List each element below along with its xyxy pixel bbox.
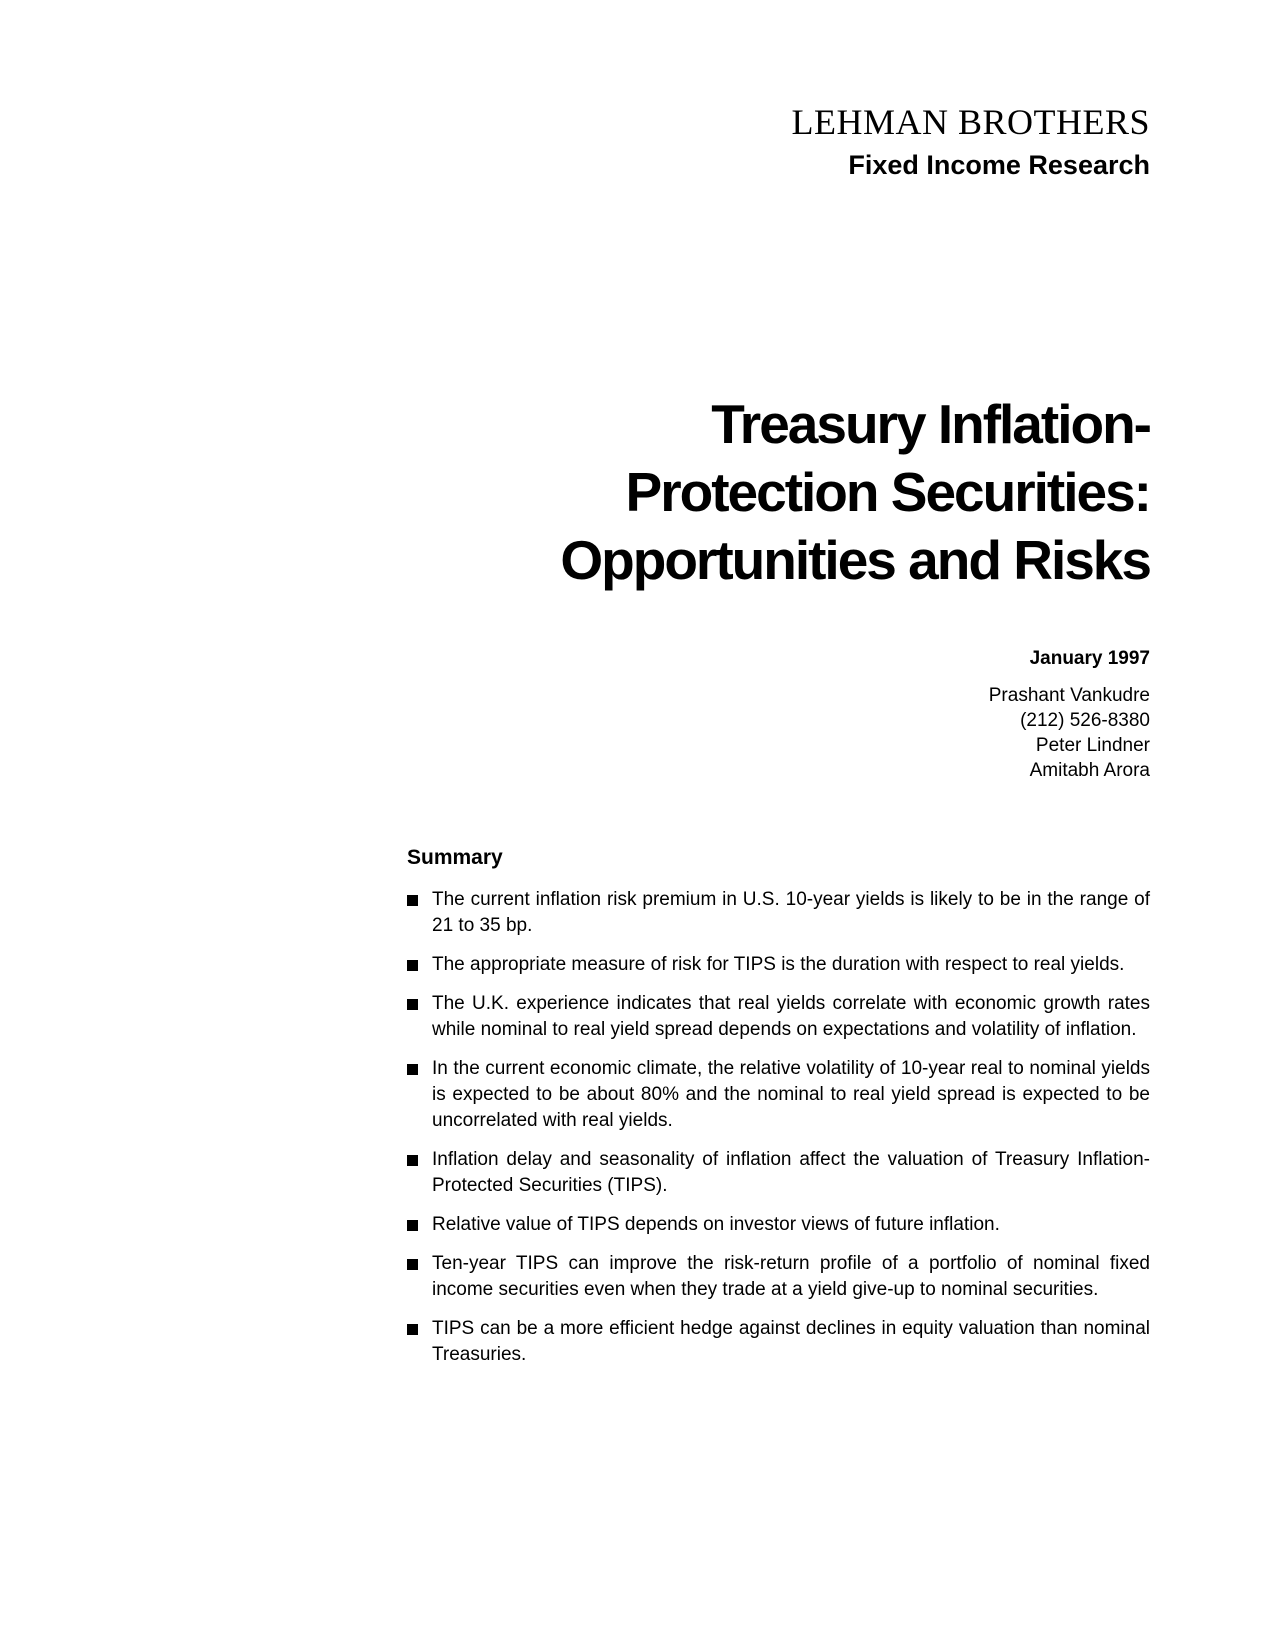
author-name: Prashant Vankudre bbox=[988, 685, 1150, 706]
summary-item-text: In the current economic climate, the relative volatility of 10-year real to nominal yields is expected to be about 80% and the nominal to real yield spread is expected to be uncorrelated with real yields. bbox=[432, 1058, 1150, 1131]
summary-item-text: The current inflation risk premium in U.S. 10-year yields is likely to be in the range of 21 to 35 bp. bbox=[432, 889, 1150, 936]
bullet-square-icon bbox=[407, 1155, 418, 1166]
summary-item-text: Ten-year TIPS can improve the risk-return profile of a portfolio of nominal fixed income securities even when they trade at a yield give-up to nominal securities. bbox=[432, 1253, 1150, 1300]
division-name: Fixed Income Research bbox=[848, 150, 1150, 180]
author-list bbox=[989, 683, 1150, 783]
summary-item-text: TIPS can be a more efficient hedge against declines in equity valuation than nominal Treasuries. bbox=[432, 1318, 1150, 1365]
firm-name: LEHMAN BROTHERS bbox=[791, 102, 1150, 142]
summary-item bbox=[407, 1056, 1150, 1134]
summary-item bbox=[407, 1251, 1150, 1303]
bullet-square-icon bbox=[407, 999, 418, 1010]
publication-date: January 1997 bbox=[1029, 648, 1150, 669]
summary-item bbox=[407, 1316, 1150, 1368]
summary-list bbox=[407, 887, 1150, 1381]
summary-item bbox=[407, 952, 1150, 978]
summary-item bbox=[407, 1212, 1150, 1238]
bullet-square-icon bbox=[407, 895, 418, 906]
title-line: Opportunities and Risks bbox=[560, 529, 1150, 591]
summary-item bbox=[407, 1147, 1150, 1199]
summary-item bbox=[407, 887, 1150, 939]
bullet-square-icon bbox=[407, 1064, 418, 1075]
summary-item-text: Inflation delay and seasonality of inflation affect the valuation of Treasury Inflation-Protected Securities (TIPS). bbox=[432, 1149, 1150, 1196]
summary-heading: Summary bbox=[407, 846, 503, 869]
bullet-square-icon bbox=[407, 960, 418, 971]
author-name: Amitabh Arora bbox=[1029, 760, 1150, 781]
summary-item-text: Relative value of TIPS depends on investor views of future inflation. bbox=[432, 1214, 1000, 1235]
author-name: Peter Lindner bbox=[1035, 735, 1150, 756]
bullet-square-icon bbox=[407, 1259, 418, 1270]
summary-item-text: The appropriate measure of risk for TIPS is the duration with respect to real yields. bbox=[432, 954, 1125, 975]
title-line: Protection Securities: bbox=[625, 461, 1150, 523]
title-line: Treasury Inflation- bbox=[711, 393, 1150, 455]
summary-item-text: The U.K. experience indicates that real yields correlate with economic growth rates while nominal to real yield spread depends on expectations and volatility of inflation. bbox=[432, 993, 1150, 1040]
summary-item bbox=[407, 991, 1150, 1043]
document-title bbox=[450, 390, 1150, 594]
bullet-square-icon bbox=[407, 1324, 418, 1335]
author-phone: (212) 526-8380 bbox=[1020, 710, 1150, 731]
bullet-square-icon bbox=[407, 1220, 418, 1231]
